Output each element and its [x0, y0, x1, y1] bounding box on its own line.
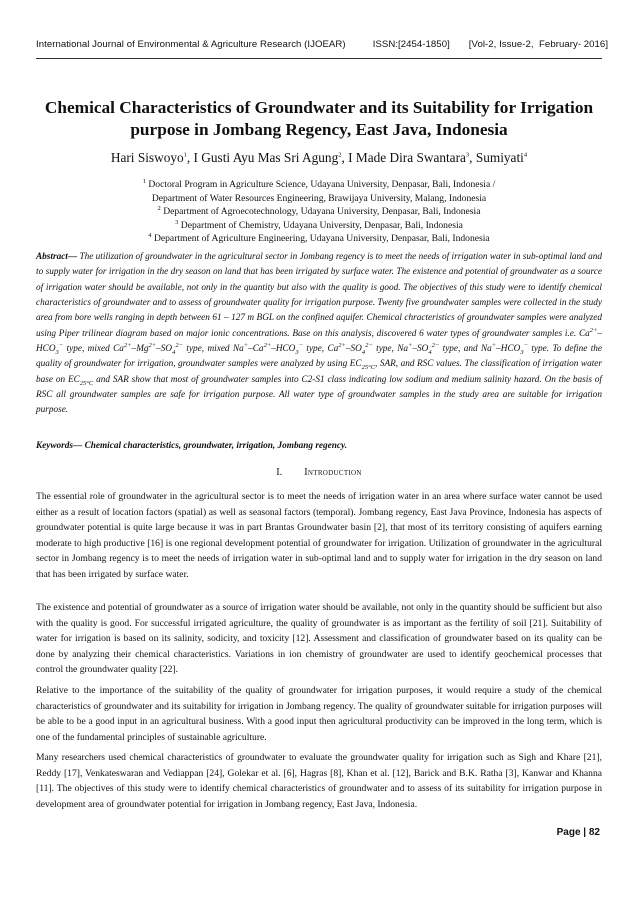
abstract: Abstract— The utilization of groundwater in the agricultural sector in Jombang regency is to meet the needs of irrigation water in sub-optimal land and to supply water for irrigation in the dry season on land that has been irrigated by surface water. The existence and potential of groundwater as a source of irrigation water should be available, not only in the quantity but also with the quality is good. The objectives of this study were to identify chemical characteristics of groundwater and to assess of groundwater quality for irrigation purpose. Twenty five groundwater samples were collected in the study area from bore wells ranging in depth between 61 – 127 m BGL on the confined aquifer. Chemical chracteristics of groundwater samples were analyzed using Piper trilinear diagram based on major ionic concentrations. Base on this analysis, discovered 6 water types of groundwater samples i.e. $Ca^{2+}-HCO_3^-$ type, mixed $Ca^{2+}-Mg^{2+}-SO_4^{2-}$ type, mixed $Na^+-Ca^{2+}-HCO_3^-$ type, $Ca^{2+}-SO_4^{2-}$ type, $Na^+-SO_4^{2-}$ type, and $Na^+-HCO_3^-$ type. To define the quality of groundwater for irrigation, groundwater samples were analyzed by using $EC_{25^\circ C}$, SAR, and RSC values. The classification of irrigation water base on $EC_{25^\circ C}$ and SAR show that most of groundwater samples into C2-S1 class indicating low sodium and medium salinity hazard. On the basis of RSC all groundwater samples are safe for irrigation purpose. All water type of groundwater samples in the study area are suitable for irrigation purpose.	[36, 252, 603, 416]
author: Hari Siswoyo	[110, 150, 184, 165]
affiliation: $^4$ Department of Agriculture Engineering, Udayana University, Denpasar, Bali, Indonesia	[148, 232, 490, 245]
body-paragraph: The existence and potential of groundwater as a source of irrigation water should be available, not only in the quantity should be sufficient but also with the quality is good. For successful irrigated agriculture, the quality of groundwater is as important as the fertility of soil [21]. Suitability of water for irrigation is based on its salinity, sodicity, and toxicity [12]. Assessment and classification of groundwater based on its quality can be done by analyzing their chemical characteristics. Variations in ion chemistry of groundwater are used to identify geochemical processes that control the groundwater quality [22].	[36, 602, 602, 676]
page-number: Page | 82	[556, 827, 600, 838]
author: Sumiyati	[475, 150, 524, 165]
author: I Made Dira Swantara	[348, 150, 466, 165]
author: I Gusti Ayu Mas Sri Agung	[193, 150, 339, 165]
paper-title: Chemical Characteristics of Groundwater and its Suitability for Irrigation purpose in Jombang Regency, East Java, Indonesia	[44, 98, 594, 139]
journal-header: International Journal of Environmental & Agriculture Research (IJOEAR) ISSN:[2454-1850] [Vol-2, Issue-2, February- 2016]	[36, 39, 609, 50]
author-list: Hari Siswoyo$^1$, I Gusti Ayu Mas Sri Agung$^2$, I Made Dira Swantara$^3$, Sumiyati$^4$	[110, 150, 528, 165]
keywords: Keywords— Chemical characteristics, groundwater, irrigation, Jombang regency.	[36, 441, 348, 451]
body-paragraph: The essential role of groundwater in the agricultural sector is to meet the needs of irrigation water in an area where surface water cannot be used either as a result of location factors (spatial) as well as seasonal factors (temporal). Jombang regency, East Java Province, Indonesia has aspects of groundwater potential is quite large because it was in part Brantas Groundwater basin [2], that most of its territory consisting of aquifers earning moderate to high productive [16] is one regional development potential of groundwater for irrigation. Utilization of groundwater in the agricultural sector in Jombang regency is to meet the needs of irrigation water in sub-optimal land and to supply water for irrigation in the dry season on land that has been irrigated by surface water.	[36, 491, 602, 580]
body-paragraph: Relative to the importance of the suitability of the quality of groundwater for irrigation purposes, it would require a study of the chemical characteristics of groundwater and its suitability for irrigation in Jombang regency. The quality of groundwater suitable for irrigation purposes will be able to be a good input in an agricultural business. With a good input then agricultural productivity can be improved in the long term, which is one of the fundamental principles of sustainable agriculture.	[36, 685, 602, 743]
affiliation: Department of Water Resources Engineering, Brawijaya University, Malang, Indonesia	[151, 192, 487, 204]
affiliation: $^1$ Doctoral Program in Agriculture Science, Udayana University, Denpasar, Bali, Indonesia /	[142, 177, 496, 190]
section-heading: I. Introduction	[276, 467, 362, 478]
abstract-label: Abstract—	[36, 252, 78, 262]
affiliation: $^2$ Department of Agroecotechnology, Udayana University, Denpasar, Bali, Indonesia	[157, 205, 481, 218]
affiliation: $^3$ Department of Chemistry, Udayana University, Denpasar, Bali, Indonesia	[175, 218, 463, 231]
body-paragraph: Many researchers used chemical characteristics of groundwater to evaluate the groundwater quality for irrigation such as Sigh and Khare [21], Reddy [17], Venkateswaran and Vediappan [24], Golekar et al. [6], Hagras [8], Khan et al. [12], Barick and B.K. Ratha [3], Kanwar and Khanna [11]. The objectives of this study were to identify chemical characteristics of groundwater and to assess of its suitability for irrigation purpose in development area of groundwater potential for irrigation in Jombang regency, East Java, Indonesia.	[36, 752, 602, 810]
header-rule	[36, 58, 602, 59]
affiliations	[60, 178, 578, 246]
